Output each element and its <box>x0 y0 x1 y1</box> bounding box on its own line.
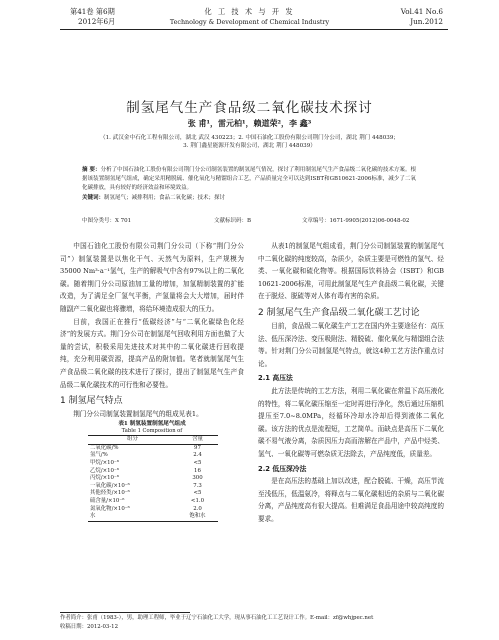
section-2-1-heading: 2.1 高压法 <box>258 374 293 383</box>
table-row <box>88 498 218 506</box>
journal-name-en: Technology & Development of Chemical Industry <box>169 18 330 26</box>
table-cell-component: 一氧化碳/×10⁻⁶ <box>90 482 130 489</box>
header-volume-en <box>401 7 443 27</box>
table-cell-content: 2.0 <box>193 505 202 512</box>
table-cell-content: 2.4 <box>193 452 202 459</box>
abstract-block <box>82 166 416 203</box>
abstract-text: 分析了中国石油化工股份有限公司荆门分公司制氢装置的制氢尾气情况，探讨了利用制氢尾气生产食品级二氧化碳的技术方案。根据该装置制氢尾气组成，确定采用精脱硫、催化氧化与精馏组合工艺，产品质量完全可以达到ISBT和GB10621-2006标准，减少了二氧化碳排放，具有较好的经济效益和环境效益。 <box>82 167 416 192</box>
paper-title: 制氢尾气生产食品级二氧化碳技术探讨 <box>126 100 373 116</box>
table-cell-component: 甲烷/×10⁻⁶ <box>90 460 119 466</box>
table-cell-component: 氢气/% <box>90 452 108 459</box>
table-row <box>88 460 218 468</box>
intro-paragraph-2: 目前，我国正在推行“低碳经济”与“二氧化碳绿色化经济”的发展方式。荆门分公司在制氢尾气回收利用方面也做了大量的尝试，积极采用先进技术对其中的二氧化碳进行回收提纯，充分利用碳资源，提高产品的附加值。笔者就制氢尾气生产食品级二氧化碳的技术进行了探讨，提出了制氢尾气生产食品级二氧化碳技术的可行性和必要性。 <box>60 317 244 389</box>
section-2-heading: 2 制氢尾气生产食品级二氧化碳工艺讨论 <box>258 307 420 318</box>
section-2-2-heading: 2.2 低压深冷法 <box>258 464 307 473</box>
table-row <box>88 452 218 460</box>
abstract-label: 摘 要： <box>82 167 101 173</box>
table-cell-component: 丙烷/×10⁻⁶ <box>90 475 119 482</box>
clc-number: 中图分类号：X 701 <box>82 218 132 224</box>
header-rule <box>60 29 448 30</box>
table-cell-component: 其他烃类/×10⁻⁶ <box>90 490 130 497</box>
section-2-paragraph: 目前，食品级二氧化碳生产工艺在国内外主要途径有：高压法、低压深冷法、变压吸附法、精脱硫、催化氧化与精馏组合法等。针对荆门分公司制氢尾气特点，就这4种工艺方法作重点讨论。 <box>258 321 444 368</box>
table-cell-content: 饱和水 <box>189 513 206 520</box>
table-cell-content: <5 <box>193 460 202 466</box>
table-1-title-en: Table 1 Composition of <box>121 428 183 435</box>
table-cell-component: 氮氧化物/×10⁻⁶ <box>90 505 130 512</box>
volume-en: Vol.41 No.6 <box>400 7 443 16</box>
journal-name-cn: 化 工 技 术 与 开 发 <box>204 7 295 16</box>
intro-paragraph-1: 中国石油化工股份有限公司荆门分公司（下称“荆门分公司”）制氢装置是以焦化干气、天然气为原料，生产规模为35000 Nm³·a⁻¹氢气，生产的解吸气中含有97%以上的二氧化碳。随着荆门分公司原油加工量的增加，加氢精制装置的扩能改造，为了满足全厂氢气平衡，产氢量将会大大增加，届时伴随副产二氧化碳也将骤增，将给环境造成很大的压力。 <box>60 242 244 313</box>
table-row <box>88 475 218 483</box>
article-number: 文章编号：1671-9905(2012)06-0048-02 <box>302 218 410 224</box>
table-cell-component: 乙烷/×10⁻⁶ <box>90 467 119 474</box>
paper-authors: 张 甫¹，雷元柏¹，赖道荣²，李 鑫³ <box>187 118 312 128</box>
composition-table <box>88 435 218 522</box>
table-head-content: 含量 <box>192 436 203 443</box>
right-paragraph-1: 从表1的制氢尾气组成看，荆门分公司制氢装置的制氢尾气中二氧化碳的纯度较高，杂质少，杂质主要是可燃性的氢气、烃类、一氧化碳和硫化物等。根据国际饮料协会（ISBT）和GB 10621-2006标准，可用此制氢尾气生产食品级二氧化碳，关键在于脱烃、脱硫等对人体有毒有害的杂质。 <box>258 242 444 301</box>
date-en: Jun.2012 <box>410 17 443 26</box>
left-column <box>60 240 244 522</box>
right-column <box>258 240 444 525</box>
volume-cn: 第41卷 第6期 <box>70 7 115 16</box>
table-cell-component: 硫含量/×10⁻⁶ <box>90 497 125 504</box>
table-cell-component: 水 <box>90 513 96 520</box>
affiliation-line-1: （1. 武汉金中石化工程有限公司，湖北 武汉 430223；2. 中国石油化工股份有限公司荆门分公司，湖北 荆门 448039； <box>100 135 399 141</box>
table-row <box>88 513 218 521</box>
footnote-rule <box>60 612 190 613</box>
table-cell-content: 7.3 <box>193 482 202 489</box>
author-note: 作者简介：张甫（1983-），男，助理工程师，毕业于辽宁石油化工大学，现从事石油化工工艺设计工作。E-mail：zf@whjpec.net <box>60 615 374 621</box>
table-cell-component: 二氧化碳/% <box>90 444 119 451</box>
keywords-label: 关键词： <box>82 194 105 201</box>
keywords-text: 制氢尾气；减排利用；食品二氧化碳；技术；探讨 <box>104 194 226 201</box>
table-cell-content: 16 <box>194 467 201 474</box>
table-1-title-cn: 表1 制氢装置制氢尾气组成 <box>118 420 186 427</box>
section-1-paragraph: 荆门分公司制氢装置制氢尾气的组成见表1。 <box>73 410 203 419</box>
table-cell-content: <5 <box>193 490 202 497</box>
table-cell-content: 300 <box>192 475 203 482</box>
date-cn: 2012年6月 <box>78 17 116 26</box>
table-cell-content: 97 <box>194 444 201 451</box>
table-head-component: 组分 <box>127 436 138 443</box>
section-2-1-paragraph: 此方法是传统的工艺方法，利用二氧化碳在常温下高压液化的特性，将二氧化碳压缩至一定时再进行净化，然后通过压缩机提压至7.0~8.0MPa，经循环冷却水冷却后得到液体二氧化碳。该方法的优点是流程短，工艺简单。而缺点是高压下二氧化碳不易气液分离，杂质因压力高而溶解在产品中，产品中烃类、氢气、一氧化碳等可燃杂质无法除去，产品纯度低，质量差。 <box>258 386 444 458</box>
affiliation-line-2: 3. 荆门鑫星能源开发有限公司，湖北 荆门 448039） <box>183 143 316 149</box>
table-row <box>88 490 218 498</box>
section-2-2-paragraph: 是在高压法的基础上加以改进，配合脱硫、干燥，高压节流至浅低压，低温氨冷，将释点与二氧化碳相近的杂质与二氧化碳分离，产品纯度高有很大提高。但难满足食品用途中较高纯度的要求。 <box>258 477 444 523</box>
section-1-heading: 1 制氢尾气特点 <box>60 396 123 407</box>
received-date: 收稿日期：2012-03-12 <box>60 624 119 630</box>
document-code: 文献标识码：B <box>214 218 252 224</box>
table-cell-content: <1.0 <box>190 497 205 504</box>
